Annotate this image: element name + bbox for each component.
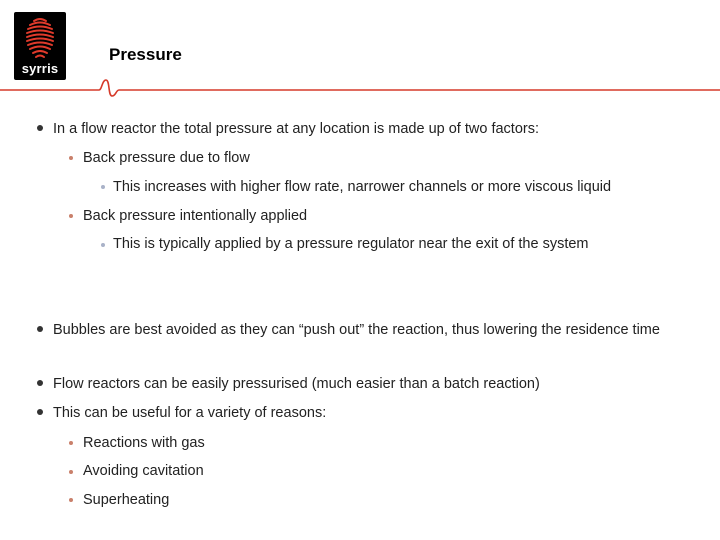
bullet-dot [37,380,43,386]
bullet-item: In a flow reactor the total pressure at any location is made up of two factors: [53,121,539,137]
sub-bullet-item: Reactions with gas [83,435,205,451]
bullet-item: This can be useful for a variety of reasons: [53,405,327,421]
bullet-dot [69,156,73,160]
bullet-dot [37,409,43,415]
header-divider [0,78,720,100]
bullet-dot [37,125,43,131]
bullet-dot [69,441,73,445]
bullet-item: Bubbles are best avoided as they can “push out” the reaction, thus lowering the residence time [53,322,660,338]
bullet-dot [101,243,105,247]
sub-bullet-item: Avoiding cavitation [83,463,204,479]
header-divider-line [0,80,720,96]
sub-bullet-item: Superheating [83,492,170,508]
logo-text: syrris [21,61,59,76]
slide-title: Pressure [109,45,182,64]
bullet-dot [69,470,73,474]
syrris-logo [14,12,66,80]
bullet-item: Flow reactors can be easily pressurised (much easier than a batch reaction) [53,376,540,392]
sub-sub-bullet-item: This is typically applied by a pressure regulator near the exit of the system [113,236,589,252]
logo-swirl-icon [14,12,66,64]
sub-sub-bullet-item: This increases with higher flow rate, narrower channels or more viscous liquid [113,179,612,195]
bullet-dot [37,326,43,332]
sub-bullet-item: Back pressure due to flow [83,150,250,166]
bullet-dot [69,214,73,218]
sub-bullet-item: Back pressure intentionally applied [83,208,308,224]
bullet-dot [69,498,73,502]
bullet-dot [101,185,105,189]
